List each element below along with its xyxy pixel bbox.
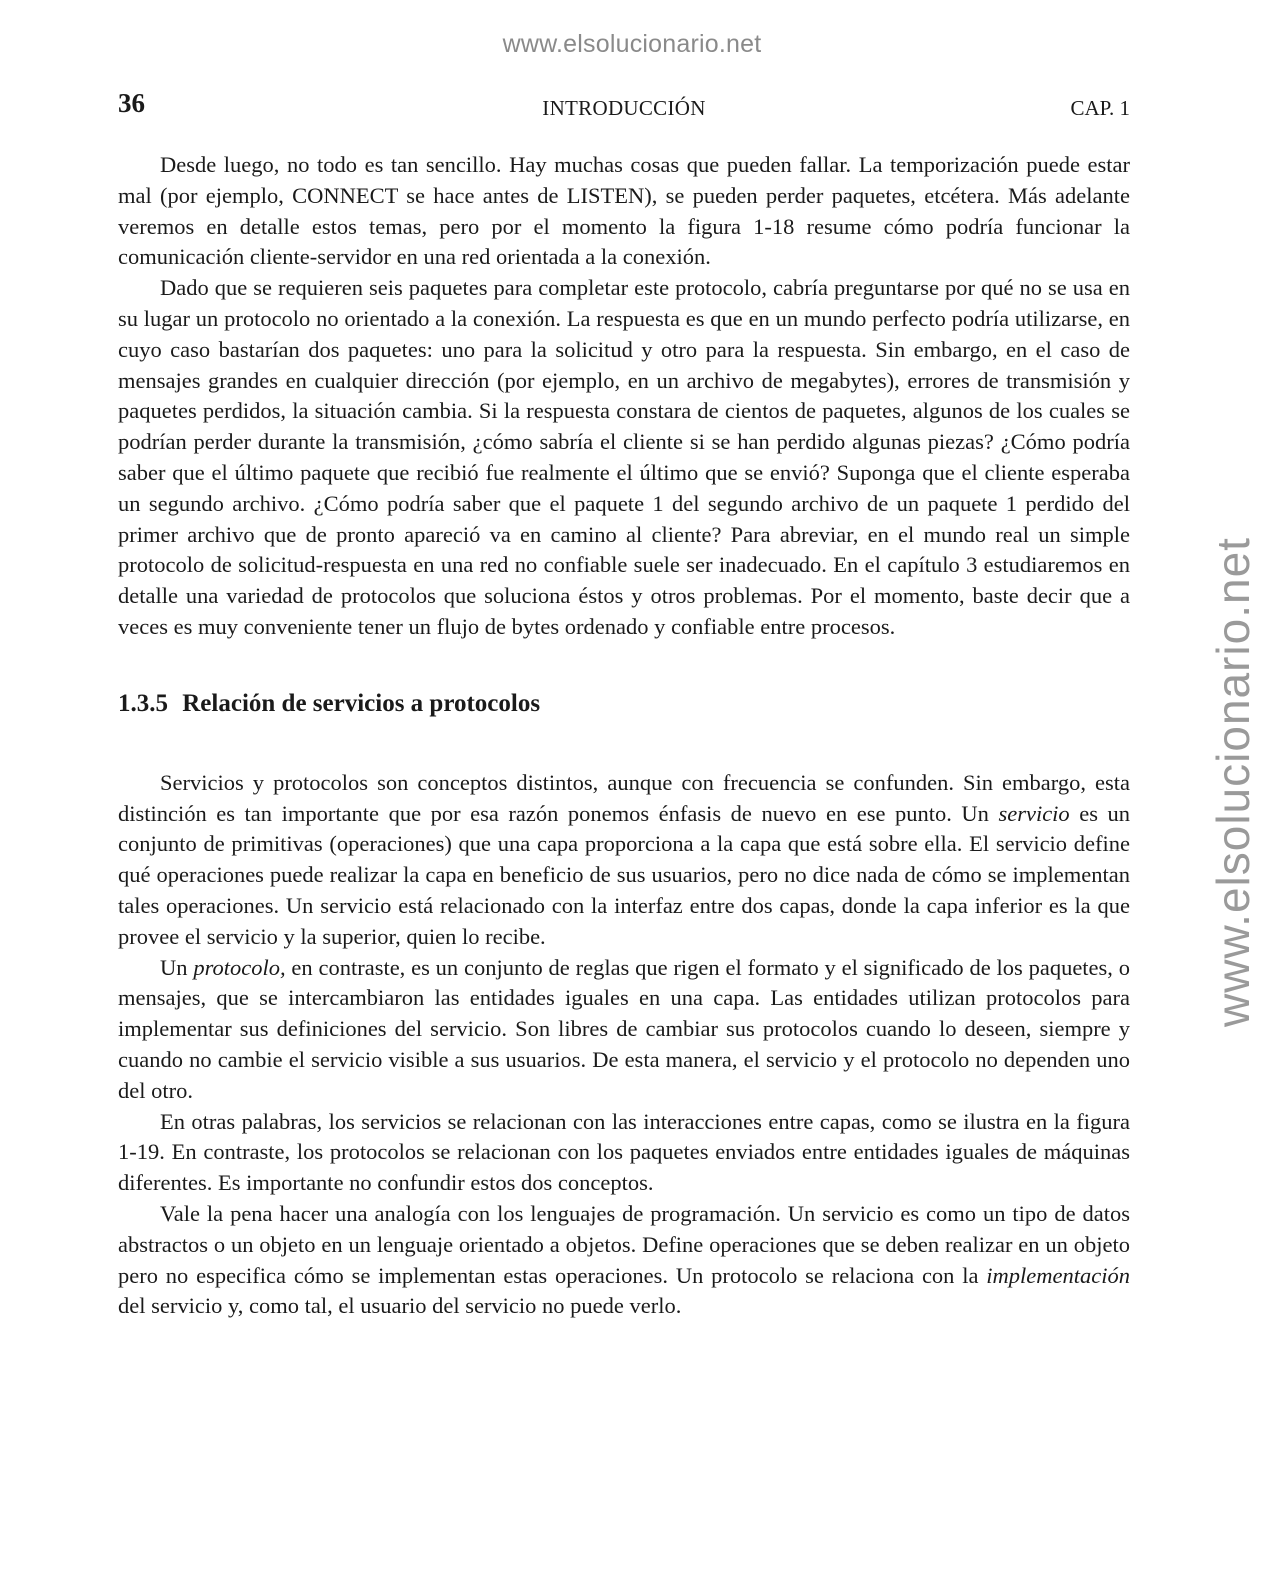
paragraph-6-text-b: del servicio y, como tal, el usuario del servicio no puede verlo. [118,1293,682,1319]
paragraph-3 [118,768,1130,953]
section-heading [118,688,1130,720]
paragraph-6 [118,1199,1130,1322]
paragraph-1: Desde luego, no todo es tan sencillo. Hay muchas cosas que pueden fallar. La temporización puede estar mal (por ejemplo, CONNECT se hace antes de LISTEN), se pueden perder paquetes, etcétera. Más adelante veremos en detalle estos temas, pero por el momento la figura 1-18 resume cómo podría funcionar la comunicación cliente-servidor en una red orientada a la conexión. [118,152,1130,270]
paragraph-5: En otras palabras, los servicios se relacionan con las interacciones entre capas, como se ilustra en la figura 1-19. En contraste, los protocolos se relacionan con los paquetes enviados entre entidades iguales de máquinas diferentes. Es importante no confundir estos dos conceptos. [118,1108,1130,1196]
section-number: 1.3.5 [118,689,168,717]
paragraph-6-emphasis: implementación [986,1262,1130,1288]
paragraph-4-emphasis: protocolo, [193,954,286,980]
page-number: 36 [118,88,145,118]
watermark-side: www.elsolucionario.net [1207,537,1259,1027]
paragraph-2: Dado que se requieren seis paquetes para completar este protocolo, cabría preguntarse por qué no se usa en su lugar un protocolo no orientado a la conexión. La respuesta es que en un mundo perfecto podría utilizarse, en cuyo caso bastarían dos paquetes: uno para la solicitud y otro para la respuesta. Sin embargo, en el caso de mensajes grandes en cualquier dirección (por ejemplo, en un archivo de megabytes), errores de transmisión y paquetes perdidos, la situación cambia. Si la respuesta constara de cientos de paquetes, algunos de los cuales se podrían perder durante la transmisión, ¿cómo sabría el cliente si se han perdido algunas piezas? ¿Cómo podría saber que el último paquete que recibió fue realmente el último que se envió? Suponga que el cliente esperaba un segundo archivo. ¿Cómo podría saber que el paquete 1 del segundo archivo de un paquete 1 perdido del primer archivo que de pronto apareció va en camino al cliente? Para abreviar, en el mundo real un simple protocolo de solicitud-respuesta en una red no confiable suele ser inadecuado. En el capítulo 3 estudiaremos en detalle una variedad de protocolos que soluciona éstos y otros problemas. Por el momento, baste decir que a veces es muy conveniente tener un flujo de bytes ordenado y confiable entre procesos. [118,275,1130,639]
paragraph-3-emphasis: servicio [998,800,1070,826]
paragraph-3-text-a: Servicios y protocolos son conceptos distintos, aunque con frecuencia se confunden. Sin embargo, esta distinción es tan importante que por esa razón ponemos énfasis de nuevo en ese punto. Un [118,769,1130,826]
paragraph-6-text-a: Vale la pena hacer una analogía con los lenguajes de programación. Un servicio es como un tipo de datos abstractos o un objeto en un lenguaje orientado a objetos. Define operaciones que se deben realizar en un objeto pero no especifica cómo se implementan estas operaciones. Un protocolo se relaciona con la [118,1200,1130,1288]
paragraph-4-text-a: Un [160,954,194,980]
page-body [118,150,1130,1322]
paragraph-4 [118,953,1130,1107]
running-head-chapter: CAP. 1 [1070,96,1130,120]
section-title: Relación de servicios a protocolos [182,689,541,717]
watermark-top: www.elsolucionario.net [502,30,762,58]
running-head-title: INTRODUCCIÓN [542,96,706,120]
paragraph-4-text-b: en contraste, es un conjunto de reglas que rigen el formato y el significado de los paquetes, o mensajes, que se intercambiaron las entidades iguales en una capa. Las entidades utilizan protocolos para implementar sus definiciones del servicio. Son libres de cambiar sus protocolos cuando lo deseen, siempre y cuando no cambie el servicio visible a sus usuarios. De esta manera, el servicio y el protocolo no dependen uno del otro. [118,954,1130,1103]
paragraph-3-text-b: es un conjunto de primitivas (operaciones) que una capa proporciona a la capa que está sobre ella. El servicio define qué operaciones puede realizar la capa en beneficio de sus usuarios, pero no dice nada de cómo se implementan tales operaciones. Un servicio está relacionado con la interfaz entre dos capas, donde la capa inferior es la que provee el servicio y la superior, quien lo recibe. [118,800,1130,949]
running-head [118,88,1130,128]
